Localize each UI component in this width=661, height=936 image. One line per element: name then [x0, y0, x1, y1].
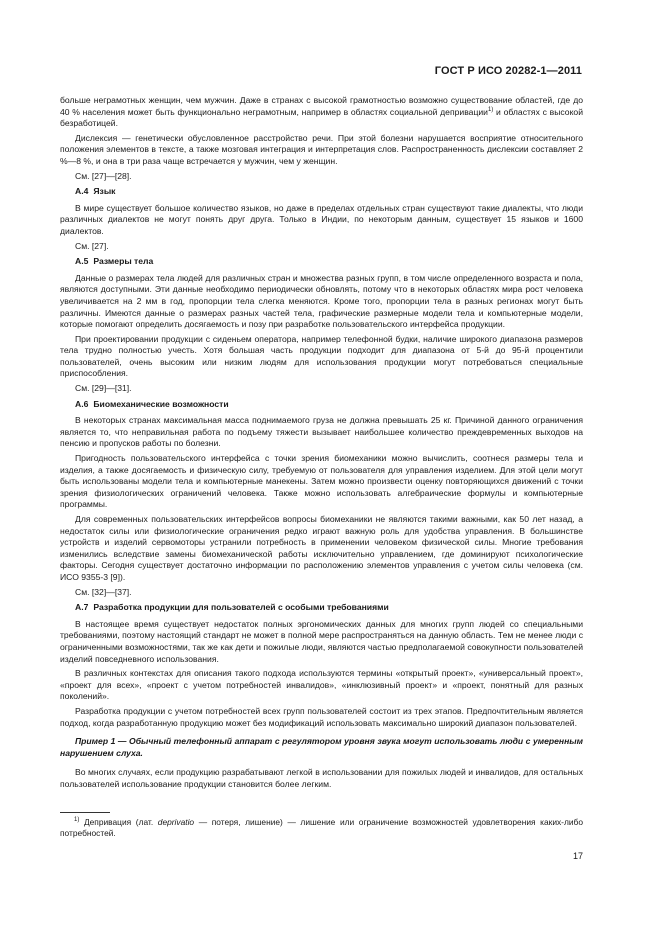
reference-note: См. [27]. [75, 240, 109, 251]
footnote [60, 817, 583, 839]
section-number: А.7 [75, 602, 89, 613]
footnote-mark: 1) [74, 817, 80, 823]
footnote-reference: 1) [487, 106, 494, 113]
section-heading [75, 399, 583, 411]
section-heading [75, 256, 583, 268]
paragraph-text-tail: и областях с высокой безработицей. [60, 106, 583, 129]
body-paragraph: Данные о размерах тела людей для различных стран и множества разных групп, в том числе определенного возраста и пола, являются доступными. Эти данные необходимо периодически обновлять, потому что в некоторых областях мира рост человека увеличивается на 2 мм в год, пропорции тела слегка меняются. Кроме того, пропорции тела в разных регионах могут быть различны. Имеются данные о размерах разных частей тела, графические размерные модели тела и компьютерные модели, которые помогают определить досягаемость и позу при разработке пользовательского интерфейса продукции. [60, 272, 583, 330]
body-paragraph: При проектировании продукции с сиденьем оператора, например телефонной будки, наличие широкого диапазона размеров тела трудно полностью учесть. Хотя большая часть продукции подходит для диапазона от 5-й до 95-й процентили пользователей, очень высоким или низким людям для использования продукции могут потребоваться специальные приспособления. [60, 333, 583, 379]
page-number: 17 [572, 851, 583, 861]
body-paragraph: Пригодность пользовательского интерфейса с точки зрения биомеханики можно вычислить, соотнеся размеры тела и изделия, а также досягаемость и физическую силу, требуемую от пользователя для управления изделием. Для этой цели могут быть использованы модели тела и компьютерные манекены. Затем можно произвести оценку повторяющихся движений с точки зрения физиологических ограничений человека. Также можно использовать алгебраические формулы и компьютерные программы. [60, 453, 583, 510]
reference-note: См. [27]—[28]. [75, 170, 132, 181]
body-paragraph: Разработка продукции с учетом потребностей всех групп пользователей состоит из трех этапов. Предпочтительным является подход, когда разработанную продукцию может без модификаций использовать максимально широкий диапазон пользователей. [60, 705, 583, 728]
section-heading [75, 602, 583, 614]
section-title: Разработка продукции для пользователей с особыми требованиями [93, 602, 389, 613]
main-text [60, 95, 583, 793]
footnote-text-rest: — потеря, лишение) — лишение или ограничение возможностей удовлетворения каких-либо потребностей. [60, 817, 583, 838]
footnote-separator [60, 812, 110, 813]
section-number: А.4 [75, 186, 89, 197]
reference-note: См. [32]—[37]. [75, 586, 132, 597]
body-paragraph: Во многих случаях, если продукцию разрабатывают легкой в использовании для пожилых людей и инвалидов, для остальных пользователей использование продукции становится более легким. [60, 767, 583, 789]
reference-note: См. [29]—[31]. [75, 383, 132, 394]
example-paragraph: Пример 1 — Обычный телефонный аппарат с регулятором уровня звука могут использовать люди с умеренным нарушением слуха. [60, 736, 583, 758]
section-title: Биомеханические возможности [93, 398, 229, 409]
body-paragraph: В настоящее время существует недостаток полных эргономических данных для многих групп людей со специальными требованиями, поэтому настоящий стандарт не может в полной мере распространяться на данную область. Тем не менее люди с ограниченными возможностями, так же как дети и пожилые люди, являются частью предполагаемой совокупности пользователей изделий повседневного использования. [60, 618, 583, 664]
section-title: Язык [93, 186, 116, 197]
body-paragraph [60, 95, 583, 130]
paragraph-text: больше неграмотных женщин, чем мужчин. Даже в странах с высокой грамотностью возможно существование областей, где до 40 % населения может быть функционально неграмотным, например в областях социальной депривации [60, 95, 583, 117]
body-paragraph: В различных контекстах для описания такого подхода используются термины «открытый проект», «универсальный проект», «проект для всех», «проект с учетом потребностей инвалидов», «инклюзивный проект» и «проект, понятный для разных поколений». [60, 668, 583, 702]
standard-designation: ГОСТ Р ИСО 20282-1—2011 [434, 65, 582, 77]
section-title: Размеры тела [93, 256, 154, 267]
footnote-text-start: Депривация (лат. [79, 817, 158, 827]
body-paragraph: В мире существует большое количество языков, но даже в пределах отдельных стран существуют такие диалекты, что люди различных диалектов не могут понять друг друга. Только в Индии, по некоторым данным, существует 15 языков и 1600 диалектов. [60, 202, 583, 236]
section-number: А.5 [75, 256, 89, 267]
section-heading [75, 186, 583, 198]
section-number: А.6 [75, 398, 89, 409]
footnote-latin-term: deprivatio [157, 817, 195, 827]
body-paragraph: Для современных пользовательских интерфейсов вопросы биомеханики не являются такими важными, как 50 лет назад, а недостаток силы или физиологические ограничения редко играют важную роль для удобства управления. В большинстве устройств и изделий сервомоторы устранили потребность в применении человеком физической силы. Многие требования изменились вследствие замены биомеханической работы исключительно управлением, где доминируют психологические факторы. Сегодня существует достаточно информации по расположению элементов управления с учетом силы человека (см. ИСО 9355-3 [9]). [60, 514, 583, 582]
body-paragraph: В некоторых странах максимальная масса поднимаемого груза не должна превышать 25 кг. Причиной данного ограничения является то, что неправильная работа по подъему тяжести вызывает наибольшее количество преждевременных выходов на пенсию и пропусков работы по болезни. [60, 415, 583, 449]
body-paragraph: Дислексия — генетически обусловленное расстройство речи. При этой болезни нарушается восприятие относительного положения элементов в тексте, а также мозговая интеграция и интерпретация слов. Распространенность дислексии составляет 2 %—8 %, и она в три раза чаще встречается у мужчин, чем у женщин. [60, 132, 583, 166]
